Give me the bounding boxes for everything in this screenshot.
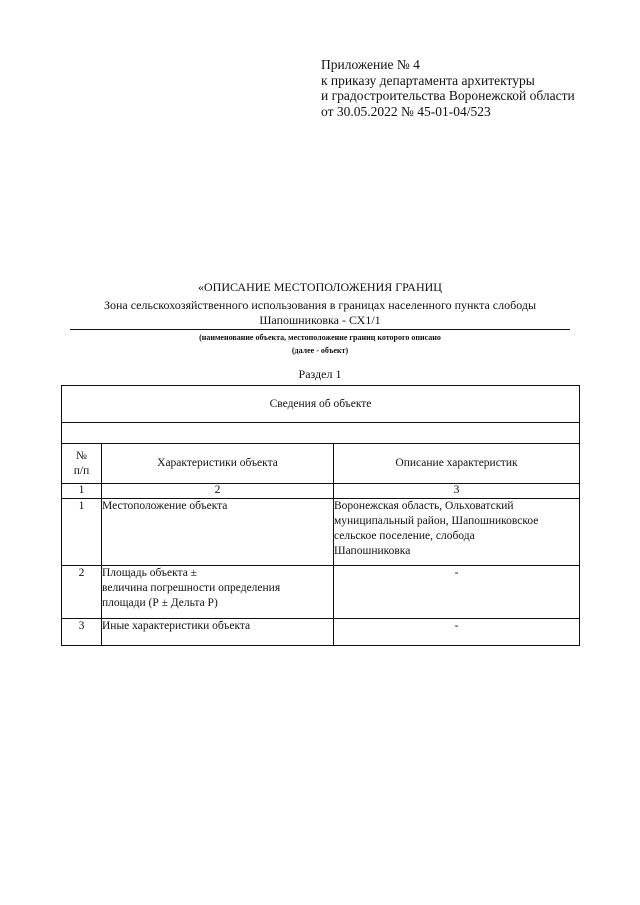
table-row <box>62 619 580 646</box>
row-characteristic-line: Иные характеристики объекта <box>102 620 251 632</box>
row-description: - <box>334 619 580 646</box>
row-description: - <box>334 566 580 619</box>
column-number: 1 <box>62 484 102 499</box>
hint-line-2: (далее - объект) <box>291 346 349 355</box>
object-info-table <box>61 385 580 646</box>
row-description-line: Воронежская область, Ольховатский <box>334 500 514 512</box>
underline-rule <box>70 329 570 330</box>
zone-name-line-1: Зона сельскохозяйственного использования в границах населенного пункта слободы <box>103 298 537 312</box>
row-description-line: сельское поселение, слобода <box>334 530 475 542</box>
row-characteristic-line: Площадь объекта ± <box>102 567 197 579</box>
row-characteristic-line: величина погрешности определения <box>102 582 281 594</box>
header-number-line-1: № <box>76 449 87 462</box>
column-number: 2 <box>102 484 334 499</box>
section-label: Раздел 1 <box>298 367 342 381</box>
table-header-row <box>62 444 580 484</box>
header-number-line-2: п/п <box>73 464 90 477</box>
appendix-line: Приложение № 4 <box>321 57 420 72</box>
row-description <box>334 499 580 566</box>
appendix-line: от 30.05.2022 № 45-01-04/523 <box>321 103 491 119</box>
row-number: 1 <box>62 499 102 566</box>
header-description: Описание характеристик <box>334 444 580 484</box>
table-row <box>62 499 580 566</box>
row-number: 2 <box>62 566 102 619</box>
header-characteristics: Характеристики объекта <box>102 444 334 484</box>
column-number: 3 <box>334 484 580 499</box>
table-title-row <box>62 386 580 423</box>
row-characteristic <box>102 566 334 619</box>
appendix-line: к приказу департамента архитектуры <box>321 72 535 88</box>
header-number <box>62 444 102 484</box>
zone-name-line-2: Шапошниковка - СХ1/1 <box>259 313 381 327</box>
table-empty-row <box>62 423 580 444</box>
row-description-line: Шапошниковка <box>334 545 411 557</box>
empty-cell <box>62 423 580 444</box>
table-title: Сведения об объекте <box>62 386 580 423</box>
hint-line-1: (наименование объекта, местоположение границ которого описано <box>199 333 441 342</box>
appendix-header <box>321 57 575 119</box>
appendix-line: и градостроительства Воронежской области <box>321 88 575 103</box>
row-description-line: муниципальный район, Шапошниковское <box>334 515 539 527</box>
column-numbers-row <box>62 484 580 499</box>
row-characteristic <box>102 619 334 646</box>
row-characteristic-line: Местоположение объекта <box>102 500 228 512</box>
row-characteristic <box>102 499 334 566</box>
table-row <box>62 566 580 619</box>
document-title: «ОПИСАНИЕ МЕСТОПОЛОЖЕНИЯ ГРАНИЦ <box>198 280 442 294</box>
row-characteristic-line: площади (Р ± Дельта Р) <box>102 597 218 609</box>
row-number: 3 <box>62 619 102 646</box>
